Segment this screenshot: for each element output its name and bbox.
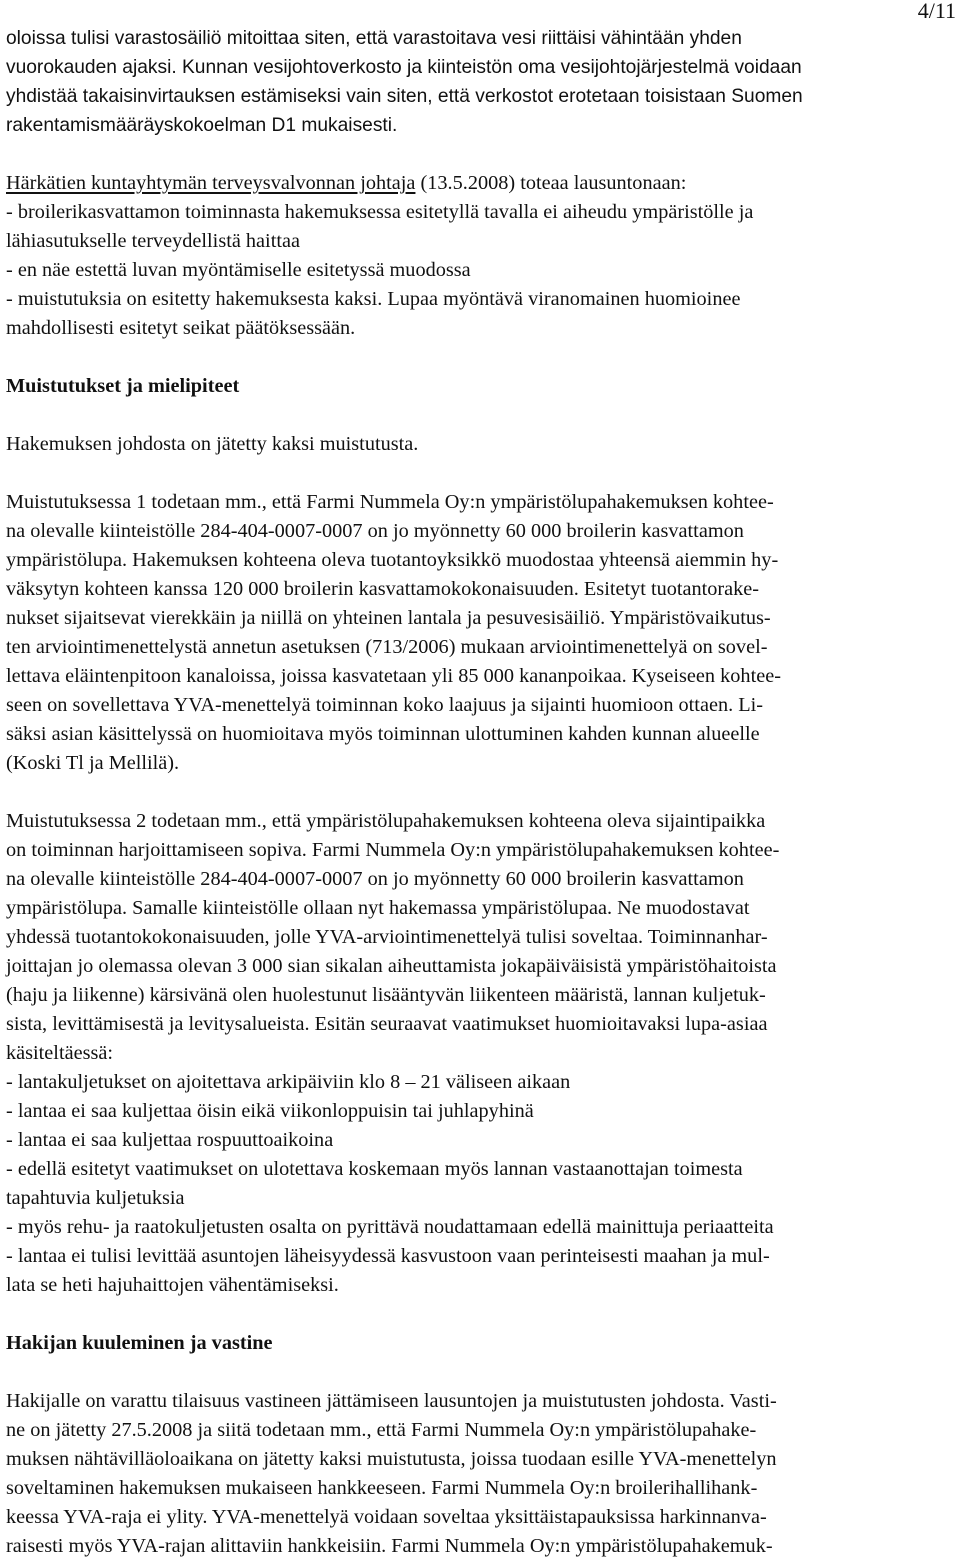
list-item: tapahtuvia kuljetuksia <box>6 1187 185 1209</box>
page-number: 4/11 <box>917 0 956 23</box>
text-line: raisesti myös YVA-rajan alittaviin hankkeisiin. Farmi Nummela Oy:n ympäristölupahakemuk- <box>6 1535 773 1557</box>
text-line: nukset sijaitsevat vierekkäin ja niillä on yhteinen lantala ja pesuvesisäiliö. Ympäristövaikutus- <box>6 607 771 629</box>
text-line: (haju ja liikenne) kärsivänä olen huolestunut lisääntyvän liikenteen määristä, lannan kuljetuk- <box>6 984 766 1006</box>
text-line: ne on jätetty 27.5.2008 ja siitä todetaan mm., että Farmi Nummela Oy:n ympäristölupahake- <box>6 1419 757 1441</box>
text-line: yhdessä tuotantokokonaisuuden, jolle YVA-arviointimenettelyä tulisi soveltaa. Toiminnanhar- <box>6 926 768 948</box>
text-line: muksen nähtävilläoloaikana on jätetty kaksi muistutusta, joissa tuodaan esille YVA-menettelyn <box>6 1448 777 1470</box>
section-heading-reminders: Muistutukset ja mielipiteet <box>6 375 240 397</box>
text-line: - en näe estettä luvan myöntämiselle esitetyssä muodossa <box>6 259 471 281</box>
text-line: (Koski Tl ja Mellilä). <box>6 752 180 774</box>
statement-title-line <box>6 169 956 198</box>
statement-author: Härkätien kuntayhtymän terveysvalvonnan johtaja <box>6 172 416 194</box>
reminder-2 <box>6 807 956 1300</box>
text-line: rakentamismääräyskokoelman D1 mukaisesti. <box>6 115 398 136</box>
text-line: soveltaminen hakemuksen mukaiseen hankkeeseen. Farmi Nummela Oy:n broilerihallihank- <box>6 1477 758 1499</box>
list-item: - lantakuljetukset on ajoitettava arkipäiviin klo 8 – 21 väliseen aikaan <box>6 1071 571 1093</box>
list-item: - lantaa ei saa kuljettaa rospuuttoaikoina <box>6 1129 334 1151</box>
text-line: ten arviointimenettelystä annetun asetuksen (713/2006) mukaan arviointimenettelyä on sovel- <box>6 636 768 658</box>
hearing-paragraph <box>6 1387 956 1561</box>
text-line: Hakemuksen johdosta on jätetty kaksi muistutusta. <box>6 433 419 455</box>
text-line: säksi asian käsittelyssä on huomioitava myös toiminnan ulottuminen kahden kunnan alueelle <box>6 723 760 745</box>
text-line: väksytyn kohteen kanssa 120 000 broilerin kasvattamokokonaisuuden. Esitetyt tuotantorake- <box>6 578 760 600</box>
text-line: ympäristölupa. Samalle kiinteistölle ollaan nyt hakemassa ympäristölupaa. Ne muodostavat <box>6 897 750 919</box>
text-line: ympäristölupa. Hakemuksen kohteena oleva tuotantoyksikkö muodostaa yhteensä aiemmin hy- <box>6 549 779 571</box>
text-line: joittajan jo olemassa olevan 3 000 sian sikalan aiheuttamista jokapäiväisistä ympäristöhaitoista <box>6 955 777 977</box>
list-item: - edellä esitetyt vaatimukset on ulotettava koskemaan myös lannan vastaanottajan toimesta <box>6 1158 743 1180</box>
text-line: käsiteltäessä: <box>6 1042 114 1064</box>
text-line: Muistutuksessa 2 todetaan mm., että ympäristölupahakemuksen kohteena oleva sijaintipaikka <box>6 810 766 832</box>
text-line: mahdollisesti esitetyt seikat päätöksessään. <box>6 317 356 339</box>
list-item: - lantaa ei tulisi levittää asuntojen läheisyydessä kasvustoon vaan perinteisesti maahan ja mul- <box>6 1245 770 1267</box>
text-line: - broilerikasvattamon toiminnasta hakemuksessa esitetyllä tavalla ei aiheudu ympäristölle ja <box>6 201 754 223</box>
statement-date: (13.5.2008) toteaa lausuntonaan: <box>415 172 687 194</box>
text-line: sista, levittämisestä ja levitysalueista. Esitän seuraavat vaatimukset huomioitavaksi lupa-asiaa <box>6 1013 768 1035</box>
list-item: lata se heti hajuhaittojen vähentämiseksi. <box>6 1274 339 1296</box>
text-line: on toiminnan harjoittamiseen sopiva. Farmi Nummela Oy:n ympäristölupahakemuksen kohtee- <box>6 839 780 861</box>
text-line: lettava eläintenpitoon kanaloissa, joissa kasvatetaan yli 85 000 kananpoikaa. Kyseiseen kohtee- <box>6 665 781 687</box>
health-statement <box>6 169 956 343</box>
document-body <box>6 24 956 1561</box>
text-line: keessa YVA-raja ei ylity. YVA-menettelyä voidaan soveltaa yksittäistapauksissa harkinnanva- <box>6 1506 767 1528</box>
text-line: Hakijalle on varattu tilaisuus vastineen jättämiseen lausuntojen ja muistutusten johdosta. Vasti- <box>6 1390 777 1412</box>
list-item: - myös rehu- ja raatokuljetusten osalta on pyrittävä noudattamaan edellä mainittuja periaatteita <box>6 1216 774 1238</box>
text-line: lähiasutukselle terveydellistä haittaa <box>6 230 300 252</box>
text-line: - muistutuksia on esitetty hakemuksesta kaksi. Lupaa myöntävä viranomainen huomioinee <box>6 288 741 310</box>
list-item: - lantaa ei saa kuljettaa öisin eikä viikonloppuisin tai juhlapyhinä <box>6 1100 534 1122</box>
text-line: na olevalle kiinteistölle 284-404-0007-0007 on jo myönnetty 60 000 broilerin kasvattamon <box>6 520 744 542</box>
text-line: oloissa tulisi varastosäiliö mitoittaa siten, että varastoitava vesi riittäisi vähintään yhden <box>6 28 742 49</box>
reminder-1 <box>6 488 956 778</box>
section-heading-hearing: Hakijan kuuleminen ja vastine <box>6 1332 273 1354</box>
text-line: na olevalle kiinteistölle 284-404-0007-0007 on jo myönnetty 60 000 broilerin kasvattamon <box>6 868 744 890</box>
text-line: seen on sovellettava YVA-menettelyä toiminnan koko laajuus ja sijainti huomioon ottaen. Li- <box>6 694 764 716</box>
text-line: vuorokauden ajaksi. Kunnan vesijohtoverkosto ja kiinteistön oma vesijohtojärjestelmä voidaan <box>6 57 802 78</box>
text-line: yhdistää takaisinvirtauksen estämiseksi vain siten, että verkostot erotetaan toisistaan Suomen <box>6 86 803 107</box>
intro-paragraph <box>6 24 956 140</box>
text-line: Muistutuksessa 1 todetaan mm., että Farmi Nummela Oy:n ympäristölupahakemuksen kohtee- <box>6 491 774 513</box>
